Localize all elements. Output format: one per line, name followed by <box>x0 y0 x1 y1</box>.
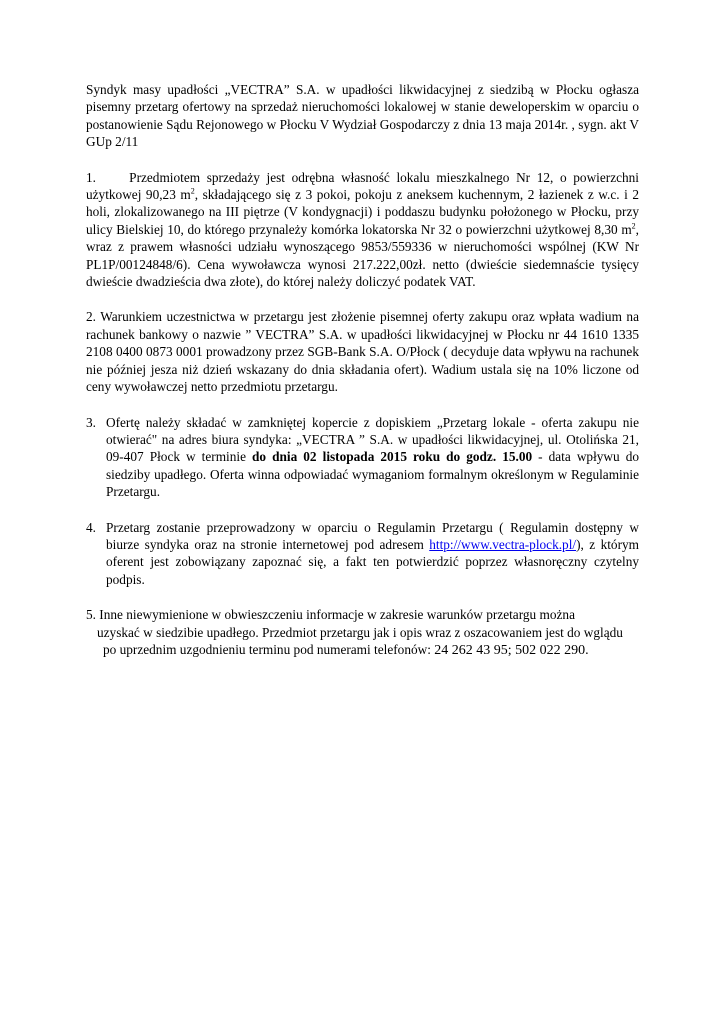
section-3-number: 3. <box>86 414 96 430</box>
section-2 <box>86 308 639 395</box>
section-5 <box>86 606 639 659</box>
section-5-line-1: 5. Inne niewymienione w obwieszczeniu informacje w zakresie warunków przetargu można <box>86 607 575 623</box>
section-1-number: 1. <box>86 169 96 185</box>
section-3-text-a: Ofertę należy składać w zamkniętej kopercie z dopiskiem „Przetarg lokale - oferta zakupu nie otwierać" na adres biura syndyka: „VECTRA ” S.A. w upadłości likwidacyjnej, ul. Otolińska 21, 09-407 Płock w terminie <box>106 414 639 465</box>
superscript: 2 <box>190 186 195 196</box>
section-4 <box>86 519 639 589</box>
section-3-deadline: do dnia 02 listopada 2015 roku do godz. 15.00 <box>252 449 533 465</box>
document-body <box>86 81 639 659</box>
section-2-text: Warunkiem uczestnictwa w przetargu jest złożenie pisemnej oferty zakupu oraz wpłata wadium na rachunek bankowy o nazwie ” VECTRA” S.A. w upadłości likwidacyjnej w Płocku nr 44 1610 1335 2108 0400 0873 0001 prowadzony przez SGB-Bank S.A. O/Płock ( decyduje data wpływu na rachunek nie później jesza niż dzień wskazany do dnia składania ofert). Wadium ustala się na 10% liczone od ceny wywoławczej netto przedmiotu przetargu. <box>86 309 639 395</box>
superscript: 2 <box>631 221 636 231</box>
section-5-line-2: uzyskać w siedzibie upadłego. Przedmiot przetargu jak i opis wraz z oszacowaniem jest do wglądu <box>97 624 623 640</box>
section-1 <box>86 169 639 291</box>
phone-numbers: 24 262 43 95; 502 022 290. <box>434 642 589 658</box>
regulations-link[interactable]: http://www.vectra-plock.pl/ <box>429 536 577 552</box>
section-5-line-3-text: po uprzednim uzgodnieniu terminu pod numerami telefonów: <box>103 641 435 657</box>
section-4-number: 4. <box>86 519 96 535</box>
section-5-line-3 <box>86 641 639 659</box>
section-2-number: 2. <box>86 309 96 325</box>
section-3-text-b: - data wpływu do siedziby upadłego. Oferta winna odpowiadać wymaganiom formalnym określonym w Regulaminie Przetargu. <box>106 449 639 500</box>
section-3 <box>86 414 639 501</box>
intro-paragraph: Syndyk masy upadłości „VECTRA” S.A. w upadłości likwidacyjnej z siedzibą w Płocku ogłasza pisemny przetarg ofertowy na sprzedaż nieruchomości lokalowej w stanie deweloperskim w oparciu o postanowienie Sądu Rejonowego w Płocku V Wydział Gospodarczy z dnia 13 maja 2014r. , sygn. akt V GUp 2/11 <box>86 82 639 150</box>
section-1-text-b: , składającego się z 3 pokoi, pokoju z aneksem kuchennym, 2 łazienek z w.c. i 2 holi, zlokalizowanego na III piętrze (V kondygnacji) i poddaszu budynku położonego w Płocku, przy ulicy Bielskiej 10, do którego przynależy komórka lokatorska Nr 32 o powierzchni użytkowej 8,30 m <box>86 187 639 237</box>
section-4-text-a: Przetarg zostanie przeprowadzony w oparciu o Regulamin Przetargu ( Regulamin dostępny w biurze syndyka oraz na stronie internetowej pod adresem <box>106 519 639 552</box>
section-4-text-b: ), z którym oferent jest zobowiązany zapoznać się, a fakt ten potwierdzić poprzez własnoręczny czytelny podpis. <box>106 536 639 587</box>
section-1-text-c: , wraz z prawem własności udziału wynoszącego 9853/559336 w nieruchomości wspólnej (KW Nr PL1P/00124848/6). Cena wywoławcza wynosi 217.222,00zł. netto (dwieście siedemnaście tysięcy dwieście dwadzieścia dwa złote), do której należy doliczyć podatek VAT. <box>86 221 639 290</box>
section-1-text-a: Przedmiotem sprzedaży jest odrębna własność lokalu mieszkalnego Nr 12, o powierzchni użytkowej 90,23 m <box>86 169 639 203</box>
